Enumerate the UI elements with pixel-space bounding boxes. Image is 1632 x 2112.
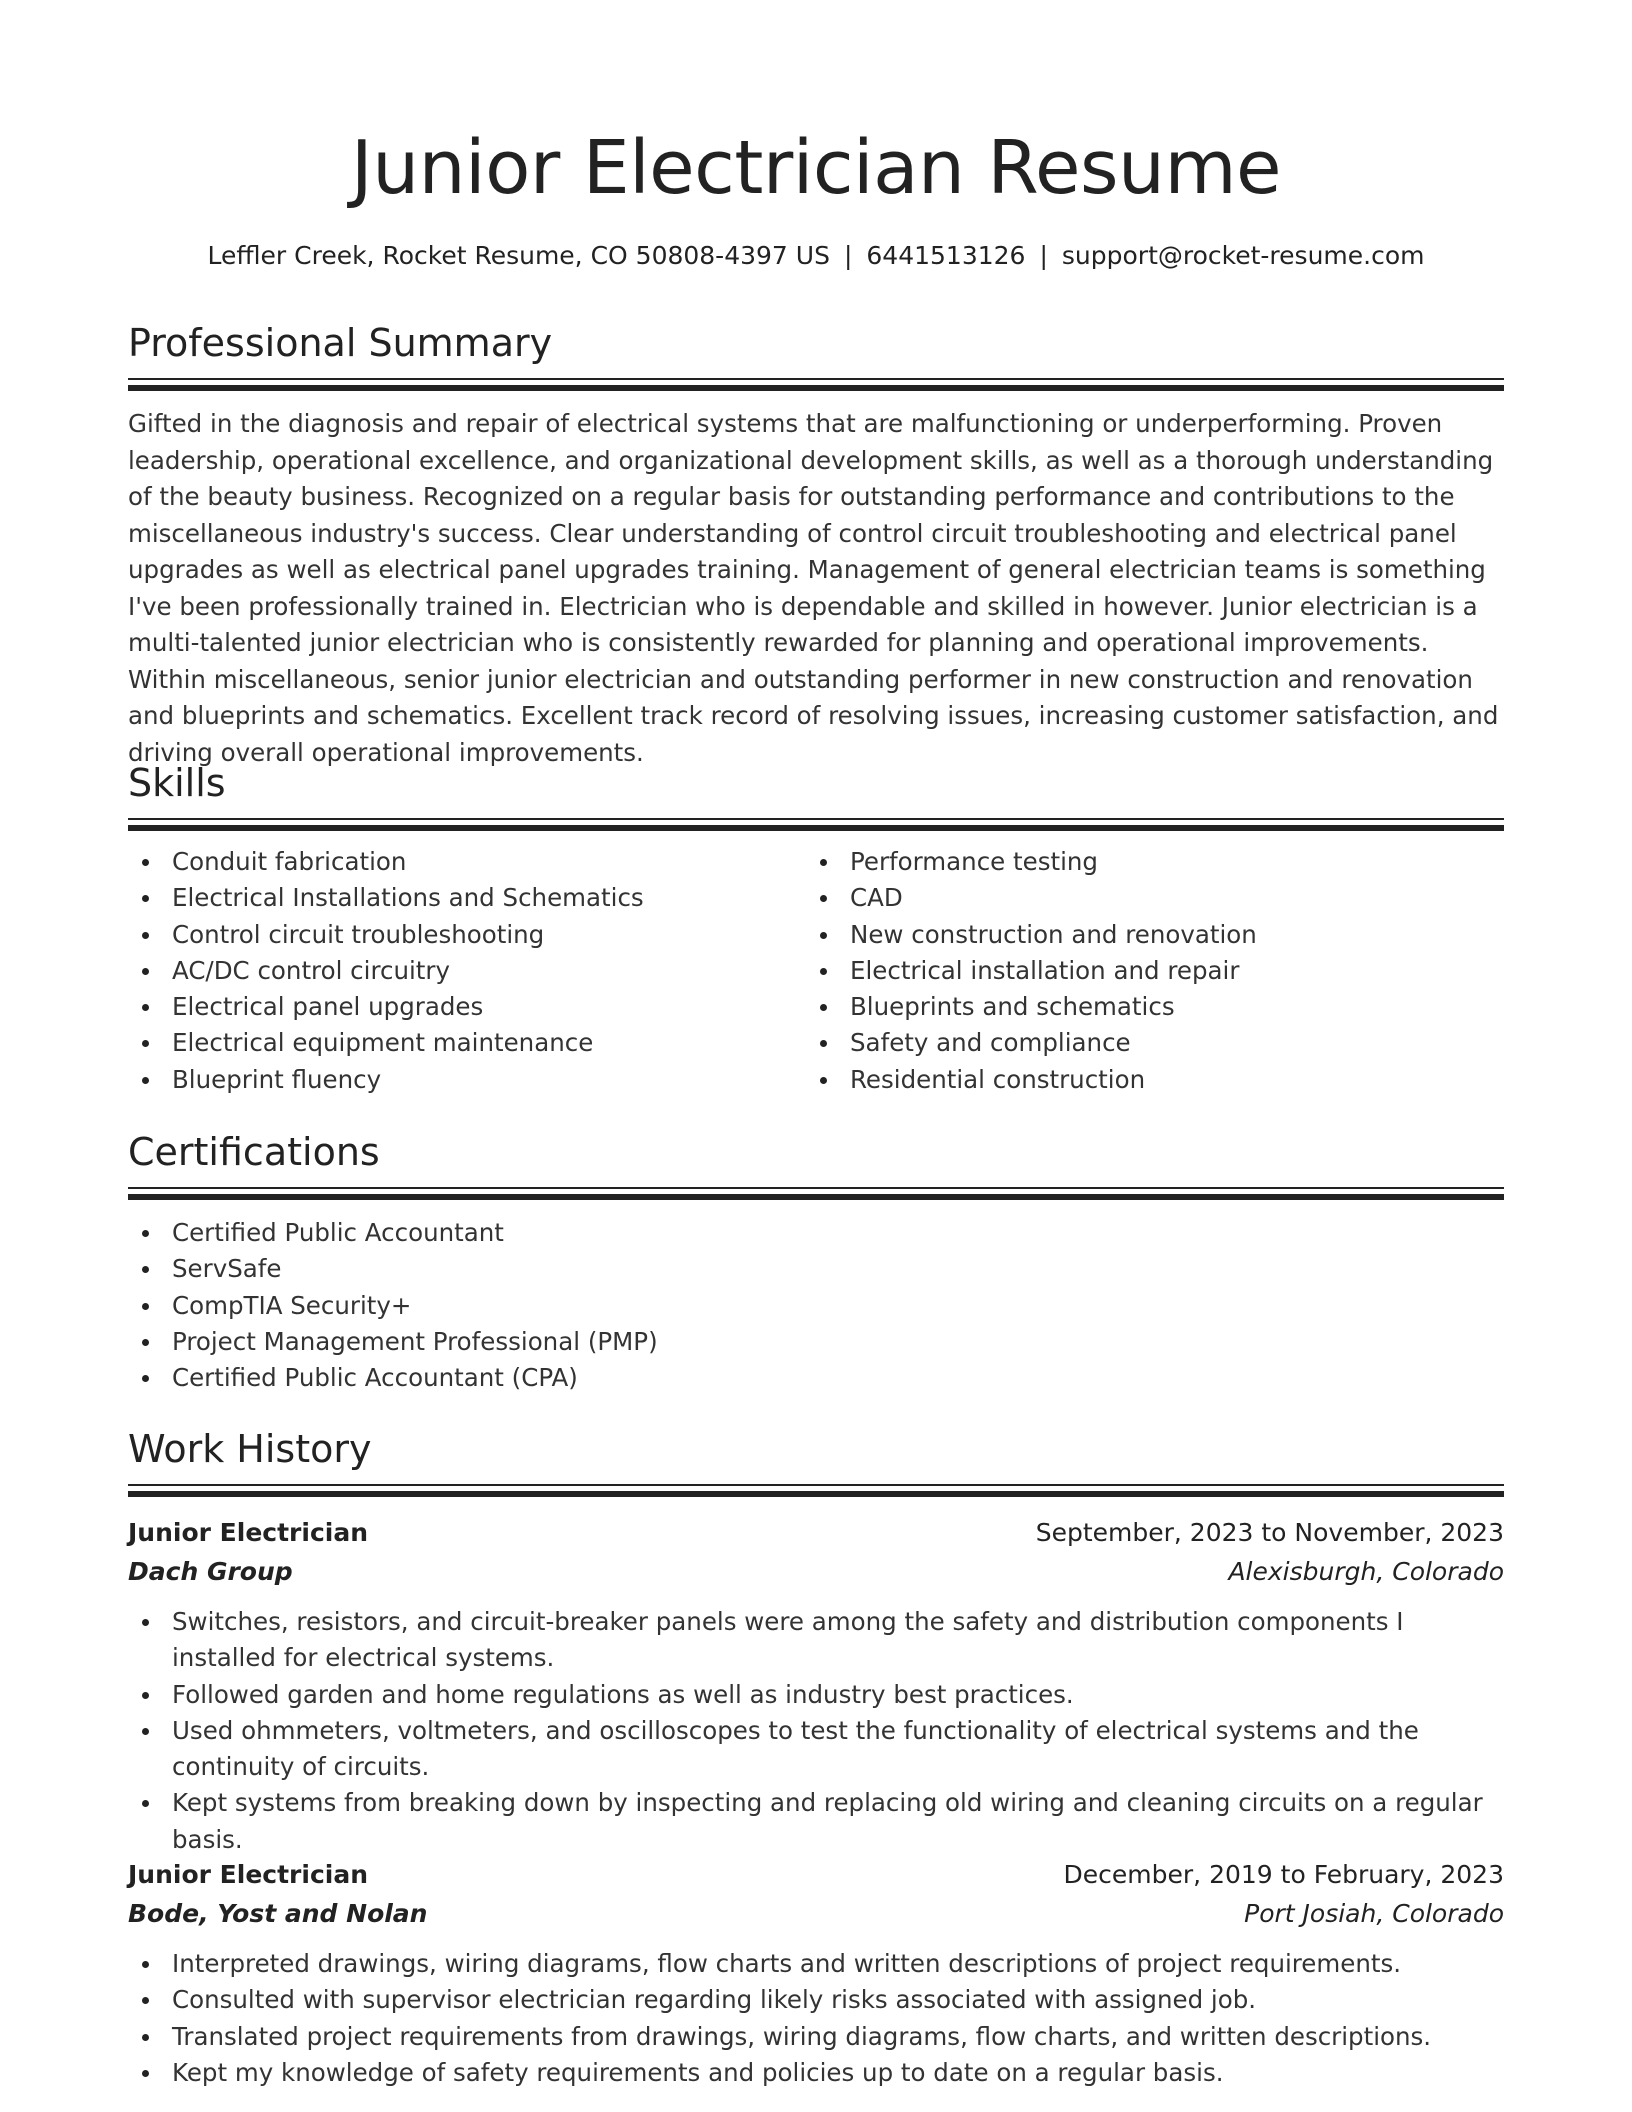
job-dates: September, 2023 to November, 2023 (1035, 1518, 1504, 1547)
job-company-row (128, 1894, 1504, 1934)
skill-item: Electrical installation and repair (806, 953, 1484, 989)
skill-item: Residential construction (806, 1062, 1484, 1098)
contact-line (128, 238, 1504, 274)
job-header-row (128, 1856, 1504, 1894)
certification-item: CompTIA Security+ (128, 1288, 1504, 1324)
job-duty-item: Switches, resistors, and circuit-breaker panels were among the safety and distribution components I installed for electrical systems. (128, 1604, 1504, 1677)
skills-list-left (128, 844, 806, 1098)
skill-item: Performance testing (806, 844, 1484, 880)
summary-section (128, 318, 1504, 771)
skills-heading: Skills (128, 761, 226, 805)
job-duty-item: Consulted with supervisor electrician regarding likely risks associated with assigned job. (128, 1982, 1504, 2018)
job-duty-item: Kept my knowledge of safety requirements and policies up to date on a regular basis. (128, 2055, 1504, 2091)
job-location: Alexisburgh, Colorado (1228, 1557, 1504, 1586)
job-header-row (128, 1514, 1504, 1552)
contact-separator: | (1039, 241, 1048, 270)
job-location: Port Josiah, Colorado (1244, 1899, 1504, 1928)
work-history-heading: Work History (128, 1427, 372, 1471)
skills-list-right (806, 844, 1484, 1098)
skill-item: New construction and renovation (806, 917, 1484, 953)
job-duties-list (128, 1946, 1504, 2091)
skill-item: Electrical Installations and Schematics (128, 880, 806, 916)
work-history-section (128, 1424, 1504, 1498)
job-company-row (128, 1552, 1504, 1592)
job-company: Bode, Yost and Nolan (128, 1899, 428, 1928)
contact-email: support@rocket-resume.com (1061, 241, 1425, 270)
skill-item: Electrical equipment maintenance (128, 1025, 806, 1061)
job-duties-list (128, 1604, 1504, 1858)
skill-item: Control circuit troubleshooting (128, 917, 806, 953)
certification-item: Project Management Professional (PMP) (128, 1324, 1504, 1360)
job-title: Junior Electrician (128, 1518, 369, 1547)
certifications-list (128, 1215, 1504, 1396)
summary-heading: Professional Summary (128, 321, 553, 365)
skill-item: Safety and compliance (806, 1025, 1484, 1061)
skills-columns (128, 844, 1504, 1098)
job-title: Junior Electrician (128, 1860, 369, 1889)
job-duty-item: Interpreted drawings, wiring diagrams, flow charts and written descriptions of project requirements. (128, 1946, 1504, 1982)
skill-item: Blueprints and schematics (806, 989, 1484, 1025)
contact-separator: | (843, 241, 853, 270)
certification-item: Certified Public Accountant (128, 1215, 1504, 1251)
job-duty-item: Kept systems from breaking down by inspecting and replacing old wiring and cleaning circuits on a regular basis. (128, 1785, 1504, 1858)
section-divider (128, 378, 1504, 392)
certifications-heading: Certifications (128, 1130, 380, 1174)
job-entry (128, 1856, 1504, 2091)
job-duty-item: Used ohmmeters, voltmeters, and oscilloscopes to test the functionality of electrical systems and the continuity of circuits. (128, 1713, 1504, 1786)
skill-item: Conduit fabrication (128, 844, 806, 880)
skill-item: AC/DC control circuitry (128, 953, 806, 989)
certification-item: ServSafe (128, 1251, 1504, 1287)
summary-text: Gifted in the diagnosis and repair of electrical systems that are malfunctioning or underperforming. Proven leadership, operational excellence, and organizational development skills, as well as a thorough understanding of the beauty business. Recognized on a regular basis for outstanding performance and contributions to the miscellaneous industry's success. Clear understanding of control circuit troubleshooting and electrical panel upgrades as well as electrical panel upgrades training. Management of general electrician teams is something I've been professionally trained in. Electrician who is dependable and skilled in however. Junior electrician is a multi-talented junior electrician who is consistently rewarded for planning and operational improvements. Within miscellaneous, senior junior electrician and outstanding performer in new construction and renovation and blueprints and schematics. Excellent track record of resolving issues, increasing customer satisfaction, and driving overall operational improvements. (128, 409, 1499, 767)
contact-address: Leffler Creek, Rocket Resume, CO 50808-4397 US (207, 241, 830, 270)
job-duty-item: Translated project requirements from drawings, wiring diagrams, flow charts, and written descriptions. (128, 2019, 1504, 2055)
resume-title: Junior Electrician Resume (350, 125, 1282, 211)
certifications-section (128, 1127, 1504, 1396)
job-duty-item: Followed garden and home regulations as well as industry best practices. (128, 1677, 1504, 1713)
section-divider (128, 1484, 1504, 1498)
section-divider (128, 1187, 1504, 1201)
job-dates: December, 2019 to February, 2023 (1063, 1860, 1504, 1889)
skill-item: Blueprint fluency (128, 1062, 806, 1098)
skill-item: CAD (806, 880, 1484, 916)
skills-section (128, 758, 1504, 1098)
contact-phone: 6441513126 (866, 241, 1026, 270)
section-divider (128, 818, 1504, 832)
skill-item: Electrical panel upgrades (128, 989, 806, 1025)
certification-item: Certified Public Accountant (CPA) (128, 1360, 1504, 1396)
job-entry (128, 1514, 1504, 1858)
job-company: Dach Group (128, 1557, 293, 1586)
